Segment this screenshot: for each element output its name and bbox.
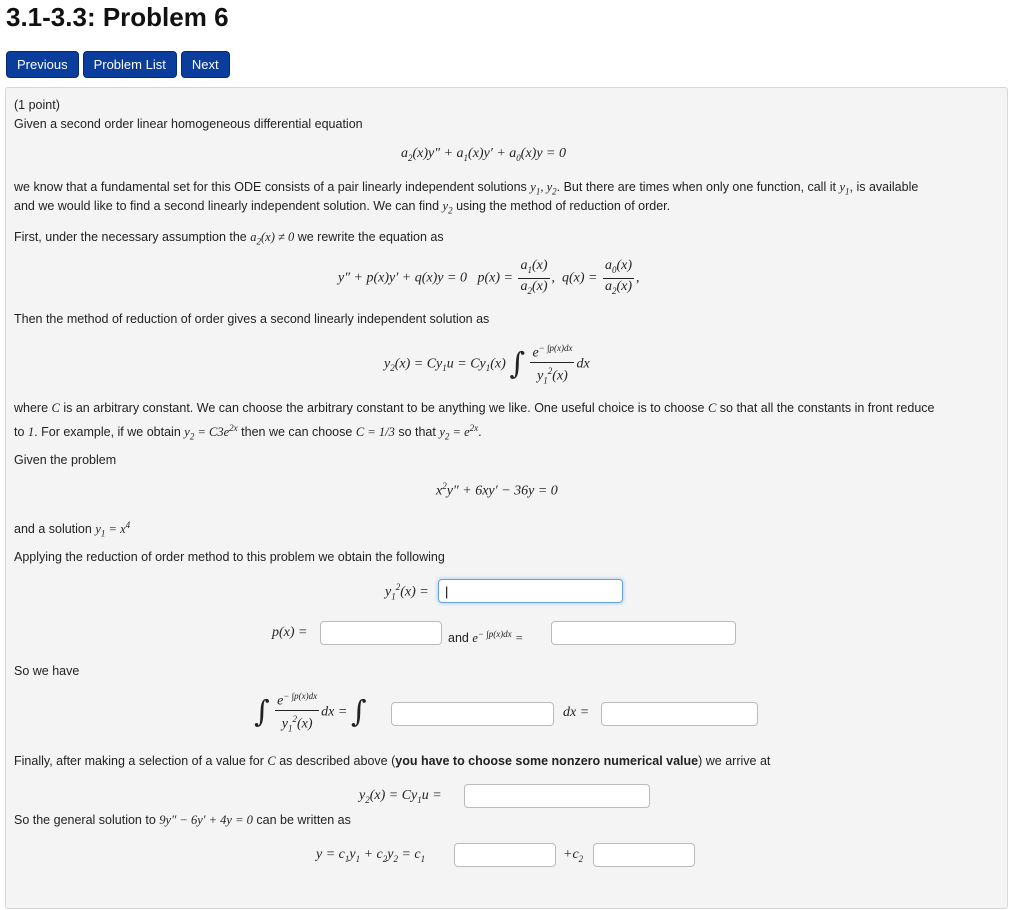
general-ode-equation: $a_2(x)y'' + a_1(x)y' + a_0(x)y = 0$ bbox=[401, 146, 566, 163]
intro-text: Given a second order linear homogeneous differential equation bbox=[14, 117, 363, 131]
reduction-formula: $y_2(x) = Cy_1u = Cy_1(x)$ ∫ $\frac{e^{- \int p(x)dx}}{y_1^2(x)}$ dx bbox=[384, 340, 590, 388]
standard-form-equation: y″ + p(x)y′ + q(x)y = 0 p(x) = $\frac{a_1(x)}{a_2(x)}$ , q(x) = $\frac{a_0(x)}{a_2(x)}$ , bbox=[338, 258, 640, 296]
specific-ode-equation: $x^2y'' + 6xy' - 36y = 0$ bbox=[436, 481, 558, 499]
integral-equation: ∫ $\frac{e^{- \int p(x)dx}}{y_1^2(x)}$ dx = ∫ bbox=[254, 688, 366, 736]
then-text: Then the method of reduction of order gives a second linearly independent solution as bbox=[14, 312, 490, 326]
given-problem-text: Given the problem bbox=[14, 453, 117, 467]
y1-squared-label: $y_1^2(x)$ = bbox=[385, 582, 429, 602]
y2-label: $y_2(x) = Cy_1u$ = bbox=[359, 788, 442, 805]
page-title: 3.1-3.3: Problem 6 bbox=[6, 2, 229, 32]
applying-text: Applying the reduction of order method to this problem we obtain the following bbox=[14, 550, 445, 564]
solution-line: and a solution $y_1 = x^4$ bbox=[14, 520, 131, 539]
assumption-line: First, under the necessary assumption the $a_2(x) \ne 0$ we rewrite the equation as bbox=[14, 230, 444, 247]
where-line2: to 1. For example, if we obtain $y_2 = C3e^{2x}$ then we can choose C = 1/3 so that $y_2 = e^{2x}$. bbox=[14, 423, 482, 442]
integrand-input[interactable] bbox=[391, 702, 554, 726]
previous-button[interactable]: Previous bbox=[6, 51, 79, 78]
y1-squared-input[interactable] bbox=[438, 579, 623, 603]
dx-equals-label: dx = bbox=[563, 705, 590, 720]
next-button[interactable]: Next bbox=[181, 51, 230, 78]
plus-c2-label: $+c_2$ bbox=[563, 847, 584, 864]
and-label: and $e^{- \int p(x)dx}$ = bbox=[448, 629, 524, 646]
so-we-have-text: So we have bbox=[14, 664, 80, 678]
finally-text: Finally, after making a selection of a value for C as described above (you have to choose some nonzero numerical value) we arrive at bbox=[14, 754, 771, 768]
fundamental-set-line1: we know that a fundamental set for this ODE consists of a pair linearly independent solutions $y_1$, $y_2$. But there are times when only one function, call it $y_1$, is available bbox=[14, 180, 919, 197]
where-line1: where C is an arbitrary constant. We can choose the arbitrary constant to be anything we like. One useful choice is to choose C so that all the constants in front reduce bbox=[14, 401, 935, 415]
problem-list-button[interactable]: Problem List bbox=[83, 51, 177, 78]
exp-integral-p-input[interactable] bbox=[551, 621, 736, 645]
y2-input[interactable] bbox=[464, 784, 650, 808]
problem-panel bbox=[5, 87, 1008, 909]
c1-coefficient-input[interactable] bbox=[454, 843, 556, 867]
p-of-x-label: p(x) = bbox=[272, 625, 308, 640]
points-label: (1 point) bbox=[14, 98, 60, 112]
general-solution-text: So the general solution to 9y″ − 6y′ + 4y = 0 can be written as bbox=[14, 813, 351, 827]
general-solution-label: $y = c_1y_1 + c_2y_2 = c_1$ bbox=[316, 847, 426, 864]
problem-nav bbox=[6, 51, 230, 78]
p-of-x-input[interactable] bbox=[320, 621, 442, 645]
integral-result-input[interactable] bbox=[601, 702, 758, 726]
fundamental-set-line2: and we would like to find a second linearly independent solution. We can find $y_2$ using the method of reduction of order. bbox=[14, 199, 671, 216]
c2-coefficient-input[interactable] bbox=[593, 843, 695, 867]
